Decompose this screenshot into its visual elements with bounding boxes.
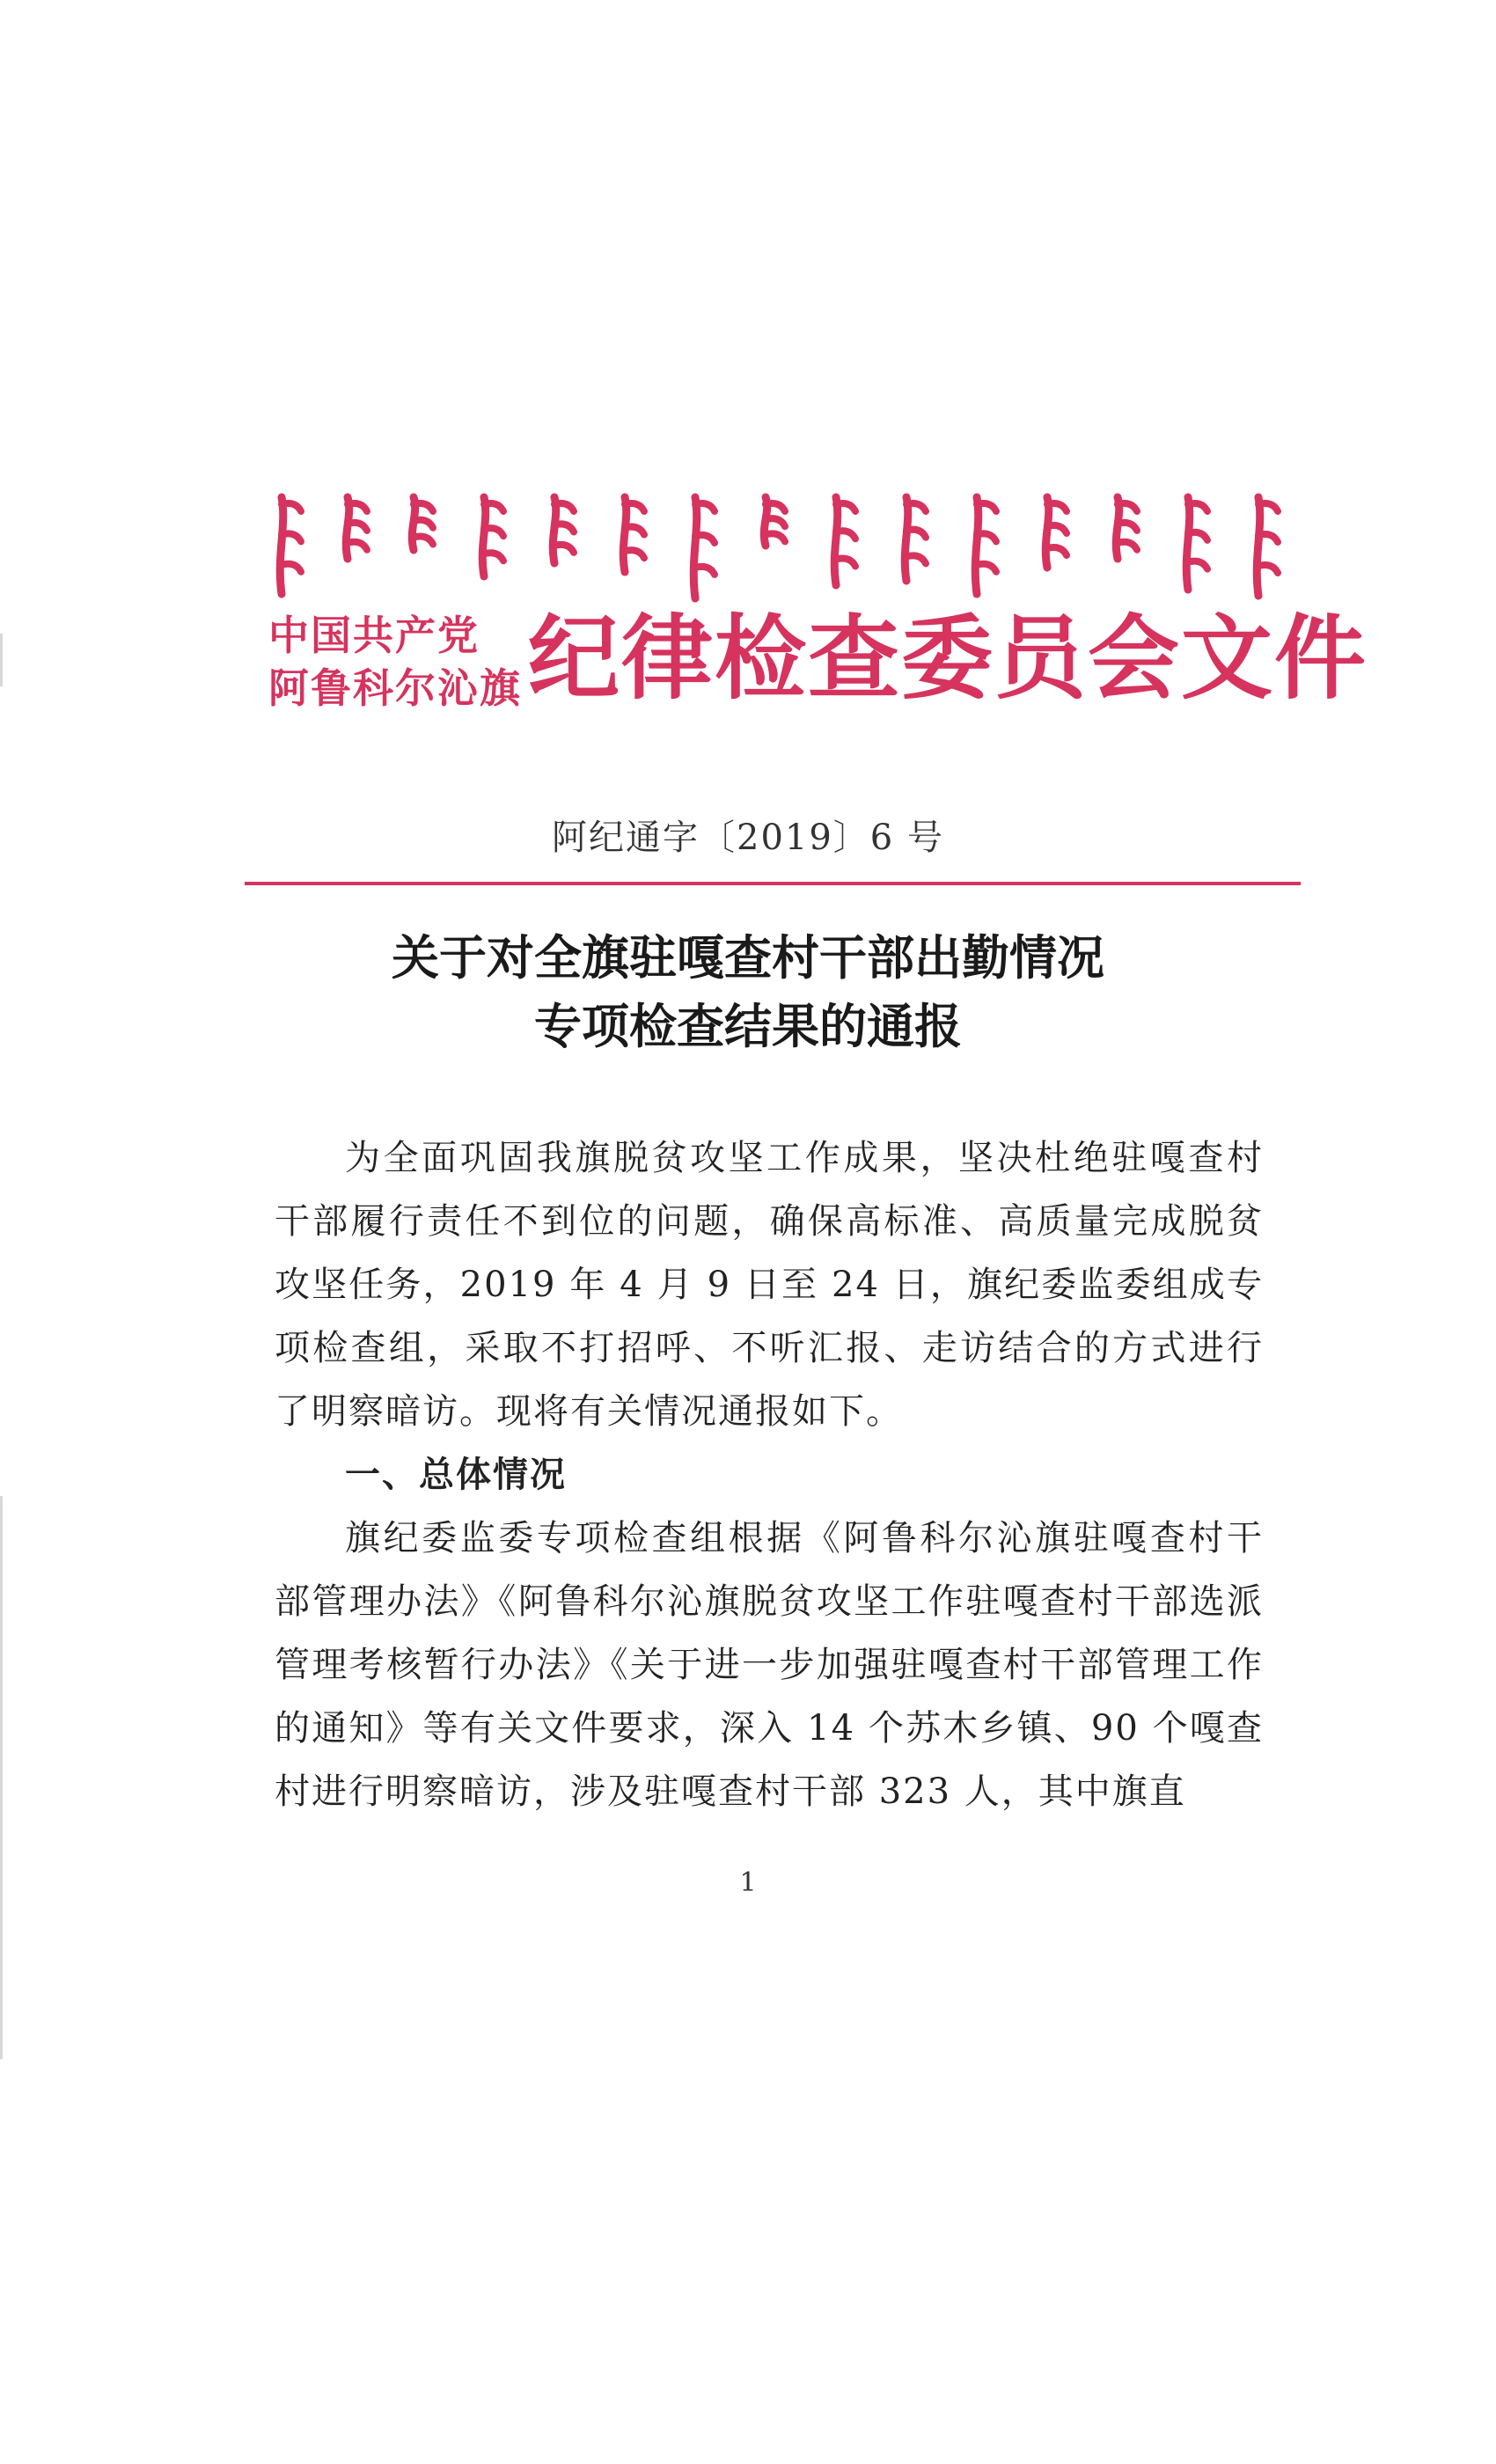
scan-artifact [0, 634, 3, 686]
mongolian-glyph [1045, 497, 1067, 568]
mongolian-glyph [280, 497, 301, 594]
mongolian-glyph [1186, 497, 1207, 590]
mongolian-glyph [346, 497, 367, 559]
scan-artifact [0, 1496, 3, 2059]
body-paragraph-1: 为全面巩固我旗脱贫攻坚工作成果，坚决杜绝驻嘎查村干部履行责任不到位的问题，确保高标准、高质量完成脱贫攻坚任务，2019 年 4 月 9 日至 24 日，旗纪委监委组成专项检查组，采取不打招呼、不听汇报、走访结合的方式进行了明察暗访。现将有关情况通报如下。 [275, 1138, 1264, 1432]
document-body [275, 1126, 1264, 1823]
document-number: 阿纪通字〔2019〕6 号 [552, 818, 944, 858]
mongolian-glyph [834, 497, 855, 585]
mongolian-glyph [553, 497, 574, 563]
mongolian-glyph [482, 497, 503, 576]
red-divider-line [245, 882, 1301, 885]
mongolian-glyph [1116, 497, 1137, 559]
mongolian-glyph [905, 497, 926, 581]
document-header-title: 纪律检查委员会文件 [528, 605, 1368, 712]
page-number: 1 [739, 1867, 757, 1898]
body-paragraph-2: 旗纪委监委专项检查组根据《阿鲁科尔沁旗驻嘎查村干部管理办法》《阿鲁科尔沁旗脱贫攻坚工作驻嘎查村干部选派管理考核暂行办法》《关于进一步加强驻嘎查村干部管理工作的通知》等有关文件要求，深入 14 个苏木乡镇、90 个嘎查村进行明察暗访，涉及驻嘎查村干部 323 人，其中旗直 [275, 1518, 1264, 1812]
mongolian-glyph [693, 497, 715, 598]
org-line-1: 中国共产党 [268, 612, 480, 659]
organization-name [268, 609, 522, 715]
mongolian-script-glyphs [264, 488, 1302, 603]
title-line-2: 专项检查结果的通报 [534, 999, 962, 1054]
mongolian-glyph [1257, 497, 1278, 596]
org-line-2: 阿鲁科尔沁旗 [268, 664, 522, 712]
section-heading-1: 一、总体情况 [345, 1455, 567, 1495]
mongolian-glyph [623, 497, 644, 572]
mongolian-script-header [264, 488, 1302, 603]
mongolian-glyph [975, 497, 996, 594]
title-line-1: 关于对全旗驻嘎查村干部出勤情况 [392, 930, 1104, 986]
document-title [0, 924, 1496, 1061]
mongolian-glyph [412, 497, 433, 550]
mongolian-glyph [764, 497, 785, 546]
